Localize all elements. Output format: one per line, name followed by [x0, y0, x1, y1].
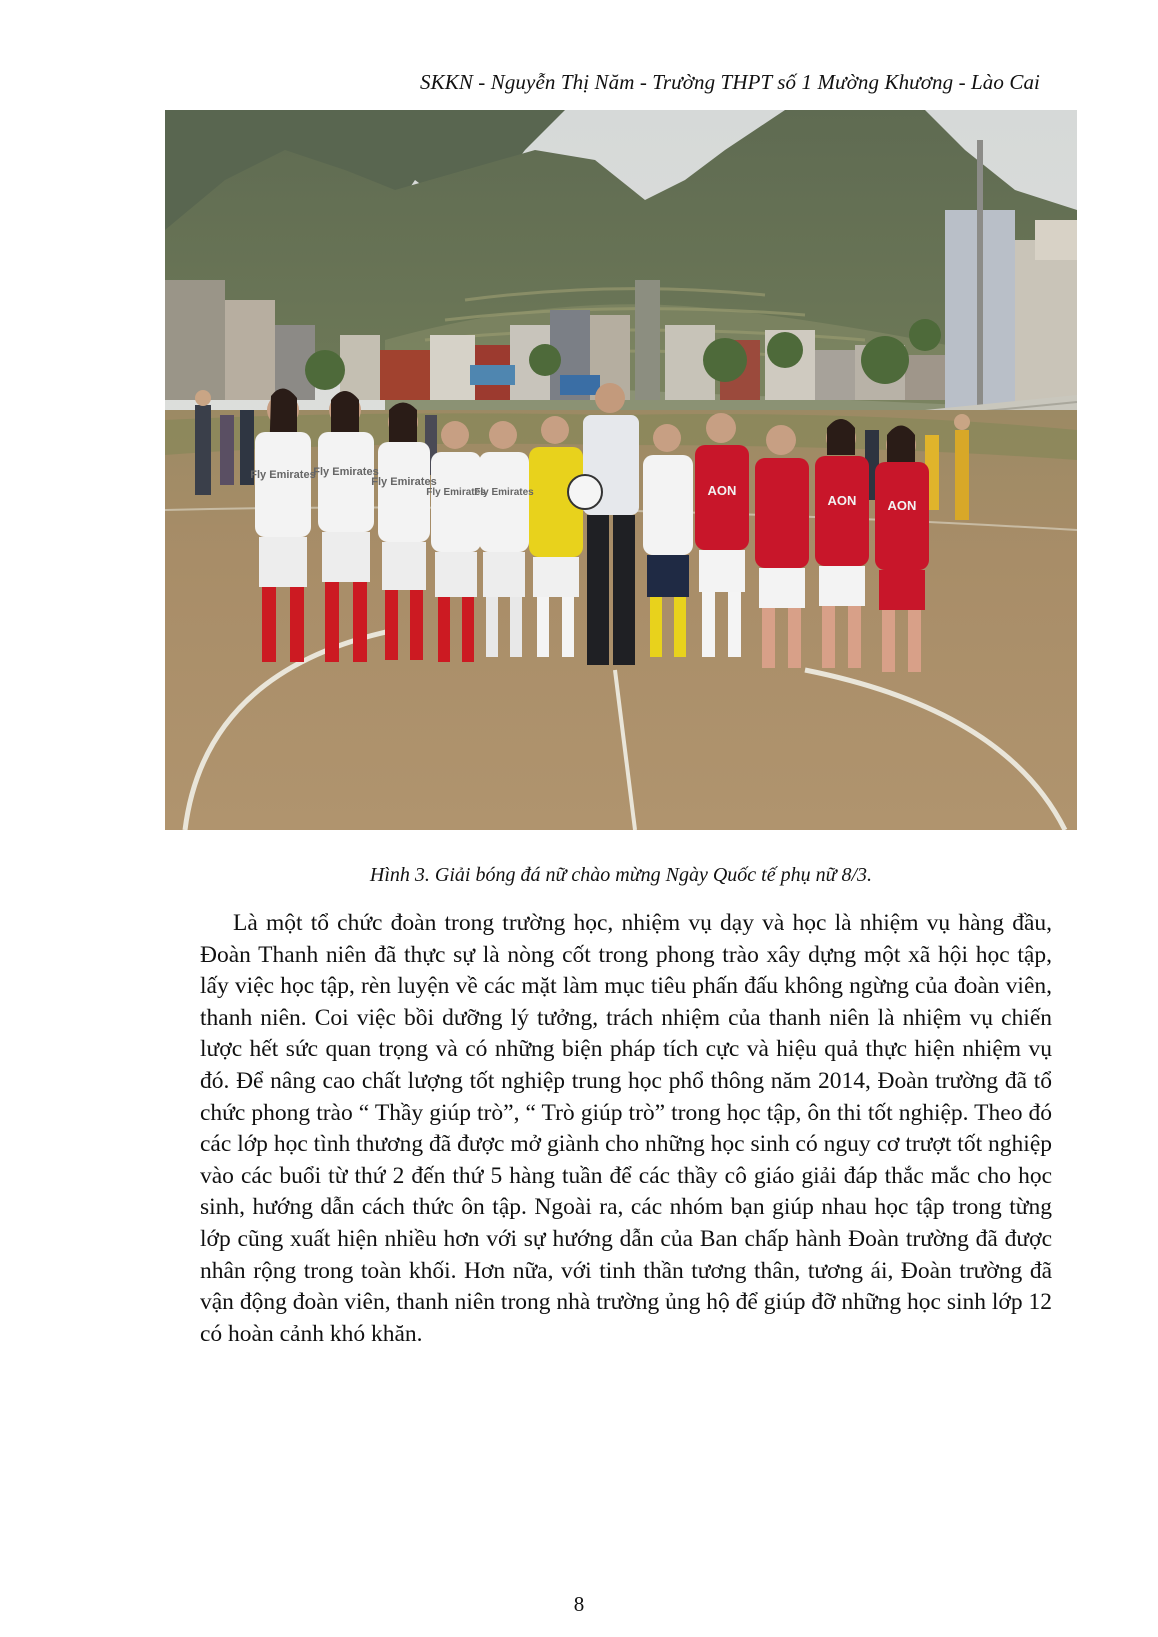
jersey-text: AON	[707, 483, 737, 498]
jersey-text: Fly Emirates	[371, 476, 437, 488]
figure-caption: Hình 3. Giải bóng đá nữ chào mừng Ngày Quốc tế phụ nữ 8/3.	[369, 864, 873, 886]
light-pole	[977, 140, 983, 410]
page-header: SKKN - Nguyễn Thị Năm - Trường THPT số 1 Mường Khương - Lào Cai	[420, 70, 1040, 94]
body-paragraph: Là một tổ chức đoàn trong trường học, nhiệm vụ dạy và học là nhiệm vụ hàng đầu, Đoàn Thanh niên đã thực sự là nòng cốt trong phong trào xây dựng một xã hội học tập, lấy việc học tập, rèn luyện về các mặt làm mục tiêu phấn đấu không ngừng của đoàn viên, thanh niên. Coi việc bồi dưỡng lý tưởng, trách nhiệm của thanh niên là nhiệm vụ chiến lược hết sức quan trọng và có những biện pháp tích cực và hiệu quả thực hiện nhiệm vụ đó. Để nâng cao chất lượng tốt nghiệp trung học phổ thông năm 2014, Đoàn trường đã tổ chức phong trào “ Thầy giúp trò”, “ Trò giúp trò” trong học tập, ôn thi tốt nghiệp. Theo đó các lớp học tình thương đã được mở giành cho những học sinh có nguy cơ trượt tốt nghiệp vào các buổi từ thứ 2 đến thứ 5 hàng tuần để các thầy cô giáo giải đáp thắc mắc cho học sinh, hướng dẫn cách thức ôn tập. Ngoài ra, các nhóm bạn giúp nhau học tập trong từng lớp cũng xuất hiện nhiều hơn với sự hướng dẫn của Ban chấp hành Đoàn trường đã được nhân rộng trong toàn khối. Hơn nữa, với tinh thần tương thân, tương ái, Đoàn trường đã vận động đoàn viên, thanh niên trong nhà trường ủng hộ để giúp đỡ những học sinh lớp 12 có hoàn cảnh khó khăn.	[200, 910, 1052, 1347]
jersey-text: Fly Emirates	[474, 487, 534, 498]
football-team-photo	[165, 110, 1077, 830]
jersey-text: Fly Emirates	[313, 466, 379, 478]
jersey-text: Fly Emirates	[250, 469, 316, 481]
page-number: 8	[573, 1592, 585, 1616]
jersey-text: AON	[827, 493, 857, 508]
jersey-text: AON	[887, 498, 917, 513]
jersey-text: Fly Emirates	[426, 487, 486, 498]
